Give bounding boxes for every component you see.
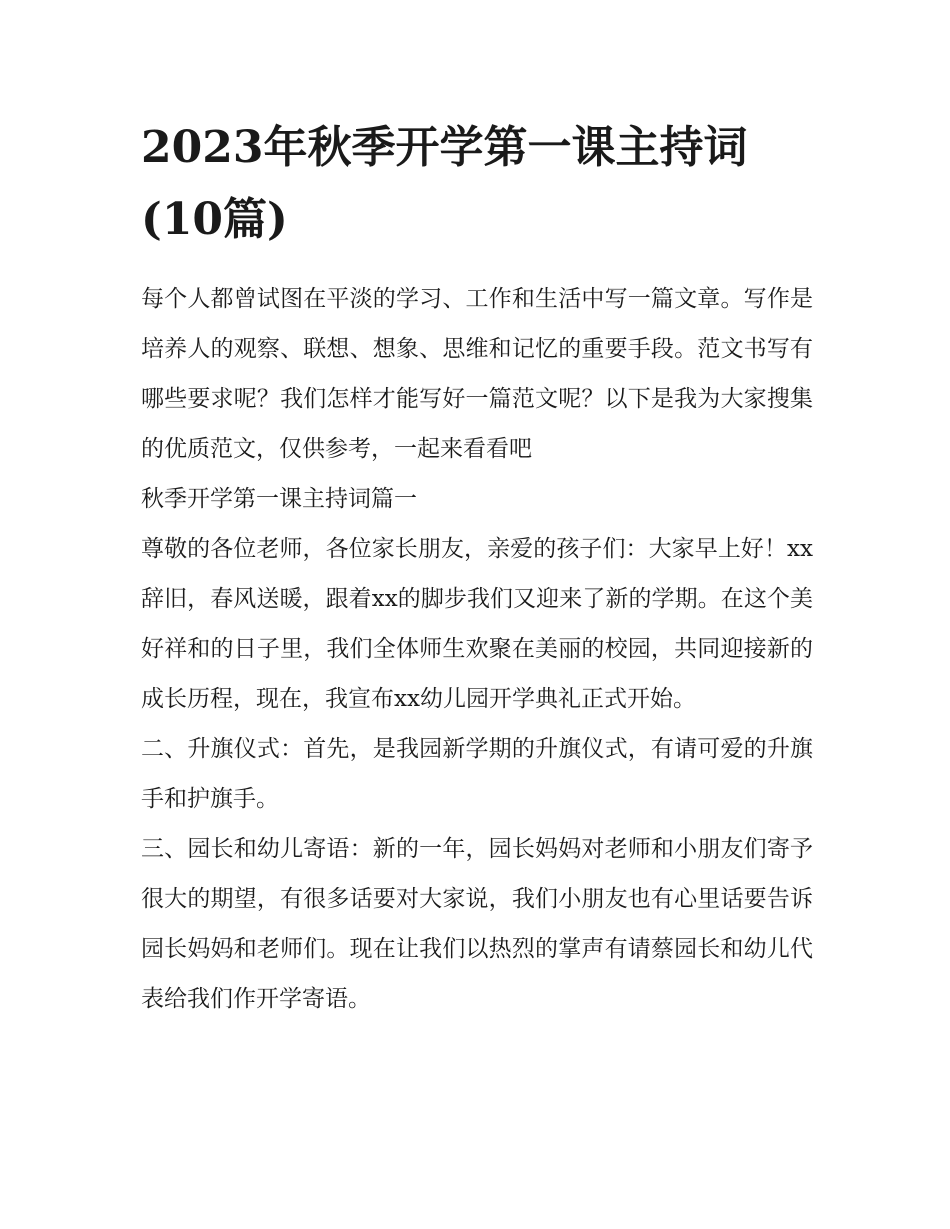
body-paragraph: 尊敬的各位老师，各位家长朋友，亲爱的孩子们：大家早上好！xx辞旧，春风送暖，跟着xx的脚步我们又迎来了新的学期。在这个美好祥和的日子里，我们全体师生欢聚在美丽的校园，共同迎接新的成长历程，现在，我宣布xx幼儿园开学典礼正式开始。 [141,536,813,712]
body-paragraph: 三、园长和幼儿寄语：新的一年，园长妈妈对老师和小朋友们寄予很大的期望，有很多话要对大家说，我们小朋友也有心里话要告诉园长妈妈和老师们。现在让我们以热烈的掌声有请蔡园长和幼儿代表给我们作开学寄语。 [141,836,813,1012]
intro-paragraph: 每个人都曾试图在平淡的学习、工作和生活中写一篇文章。写作是培养人的观察、联想、想象、思维和记忆的重要手段。范文书写有哪些要求呢？我们怎样才能写好一篇范文呢？以下是我为大家搜集的优质范文，仅供参考，一起来看看吧 [141,286,813,462]
document-page [141,112,813,1024]
document-body [141,274,813,1024]
body-paragraph: 二、升旗仪式：首先，是我园新学期的升旗仪式，有请可爱的升旗手和护旗手。 [141,736,813,812]
section-heading: 秋季开学第一课主持词篇一 [141,486,417,512]
document-title: 2023年秋季开学第一课主持词(10篇) [141,122,748,245]
